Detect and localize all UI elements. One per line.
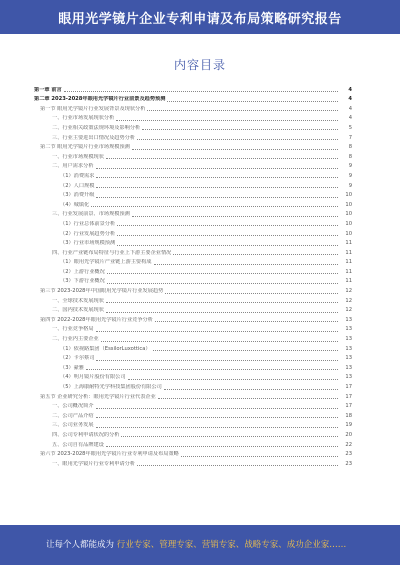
toc-entry-label: 第二节 眼用光学镜片行业市场规模预测 — [40, 144, 130, 151]
toc-entry-label: 第二章 2023-2028年眼用光学镜片行业前景及趋势预测 — [34, 96, 166, 103]
toc-dot-leader — [107, 283, 338, 284]
footer-slogan-highlight: 行业专家、管理专家、营销专家、战略专家、成功企业家…… — [116, 540, 347, 550]
toc-entry-label: 五、公司自有品牌建设 — [52, 441, 104, 448]
toc-entry-page: 9 — [348, 163, 352, 170]
toc-entry[interactable] — [34, 257, 352, 267]
toc-entry-label: （4）城镇化 — [60, 201, 90, 208]
toc-entry[interactable] — [34, 170, 352, 180]
toc-entry-label: （1）眼用光学镜片产业链上游主要构成 — [60, 259, 152, 266]
toc-entry-page: 4 — [348, 96, 352, 103]
toc-entry-page: 10 — [345, 230, 352, 237]
toc-entry[interactable] — [34, 113, 352, 123]
toc-entry-page: 13 — [345, 345, 352, 352]
toc-entry-label: 二、行业相关政策法规环境及影响分析 — [52, 124, 141, 131]
toc-entry-page: 23 — [345, 460, 352, 467]
toc-entry-label: 第六节 2023-2028年眼用光学镜片行业专利申请及布局策略 — [40, 451, 179, 458]
toc-entry-label: 四、公司专利申请状况的分析 — [52, 431, 120, 438]
toc-dot-leader — [117, 245, 338, 246]
toc-entry-label: 三、行业发展前景、市场规模预测 — [52, 211, 130, 218]
toc-entry-label: （4）明月镜片股份有限公司 — [60, 374, 126, 381]
toc-entry-label: （5）上海康耐特光学科技集团股份有限公司 — [60, 384, 162, 390]
toc-dot-leader — [137, 465, 338, 466]
toc-entry-page: 17 — [345, 384, 352, 390]
toc-entry-label: （1）依视路集团（EssilorLuxottica） — [60, 345, 151, 352]
toc-dot-leader — [158, 398, 338, 399]
toc-dot-leader — [101, 341, 338, 342]
toc-entry[interactable] — [34, 381, 352, 391]
toc-dot-leader — [181, 456, 338, 457]
toc-entry[interactable] — [34, 285, 352, 295]
toc-entry[interactable] — [34, 161, 352, 171]
toc-entry-page: 12 — [345, 288, 352, 295]
toc-entry-page: 13 — [345, 355, 352, 362]
toc-entry-label: 一、全球技术发展现状 — [52, 297, 104, 304]
toc-dot-leader — [165, 293, 338, 294]
toc-dot-leader — [96, 427, 338, 428]
toc-entry-page: 10 — [345, 220, 352, 227]
toc-dot-leader — [167, 101, 338, 102]
header-bar — [0, 0, 400, 34]
toc-entry[interactable] — [34, 103, 352, 113]
toc-entry-label: （3）豪雅 — [60, 364, 85, 371]
toc-entry[interactable] — [34, 142, 352, 152]
toc-dot-leader — [64, 91, 338, 92]
table-of-contents — [34, 84, 352, 468]
toc-entry[interactable] — [34, 353, 352, 363]
toc-entry-label: （2）上游行业概况 — [60, 268, 105, 275]
toc-entry-label: （2）人口规模 — [60, 182, 95, 189]
toc-entry-label: 一、行业市场规模现状 — [52, 153, 104, 160]
toc-entry[interactable] — [34, 343, 352, 353]
toc-entry-page: 13 — [345, 374, 352, 381]
toc-entry-page: 5 — [348, 124, 352, 131]
toc-entry-page: 10 — [345, 192, 352, 199]
toc-dot-leader — [155, 321, 338, 322]
toc-dot-leader — [147, 110, 338, 111]
toc-entry-label: 一、行业市场发展现状分析 — [52, 115, 115, 122]
toc-entry-label: （1）行业总体前景分析 — [60, 220, 116, 227]
toc-entry[interactable] — [34, 410, 352, 420]
toc-entry-page: 22 — [345, 441, 352, 448]
toc-entry[interactable] — [34, 429, 352, 439]
footer-bar — [0, 525, 400, 565]
toc-entry[interactable] — [34, 190, 352, 200]
toc-dot-leader — [116, 120, 338, 121]
toc-dot-leader — [96, 187, 338, 188]
toc-dot-leader — [86, 369, 338, 370]
toc-dot-leader — [132, 216, 338, 217]
toc-entry-page: 19 — [345, 422, 352, 429]
toc-entry-label: （3）行业市场规模预测 — [60, 240, 116, 247]
toc-entry[interactable] — [34, 372, 352, 382]
toc-entry-page: 18 — [345, 412, 352, 419]
toc-entry-page: 13 — [345, 326, 352, 333]
toc-entry[interactable] — [34, 333, 352, 343]
toc-entry[interactable] — [34, 324, 352, 334]
toc-entry-page: 13 — [345, 364, 352, 371]
toc-entry[interactable] — [34, 209, 352, 219]
toc-entry[interactable] — [34, 228, 352, 238]
footer-slogan-plain: 让每个人都能成为 — [46, 540, 115, 550]
toc-entry-label: 二、国内技术发展现状 — [52, 307, 104, 314]
toc-dot-leader — [106, 302, 338, 303]
toc-entry[interactable] — [34, 439, 352, 449]
toc-dot-leader — [117, 225, 338, 226]
toc-entry-page: 17 — [345, 393, 352, 400]
toc-entry-label: 一、行业竞争格局 — [52, 326, 94, 333]
toc-entry-page: 13 — [345, 316, 352, 323]
toc-entry[interactable] — [34, 94, 352, 104]
toc-entry-label: 第四节 2022-2028年眼用光学镜片行业竞争分析 — [40, 316, 153, 323]
toc-entry-label: （1）消费需求 — [60, 172, 95, 179]
toc-entry-label: 二、公司产品介绍 — [52, 412, 94, 419]
toc-dot-leader — [96, 408, 338, 409]
toc-entry[interactable] — [34, 276, 352, 286]
toc-entry[interactable] — [34, 391, 352, 401]
toc-entry-page: 11 — [345, 240, 352, 247]
toc-entry-label: 二、用户需求分析 — [52, 163, 94, 170]
toc-dot-leader — [154, 264, 339, 265]
toc-entry-label: 二、行业内主要企业 — [52, 336, 99, 343]
toc-entry-page: 13 — [345, 336, 352, 343]
toc-dot-leader — [173, 254, 338, 255]
toc-dot-leader — [164, 389, 338, 390]
toc-entry-label: 四、行业产业链布局特征与行业上下游主要企业情况 — [52, 249, 172, 256]
toc-dot-leader — [121, 436, 338, 437]
toc-entry-label: 第五节 企业研究分析：眼用光学镜片行业代表企业 — [40, 393, 156, 400]
toc-entry-page: 11 — [345, 259, 352, 266]
toc-dot-leader — [128, 379, 338, 380]
toc-dot-leader — [96, 197, 338, 198]
toc-entry-label: 第三节 2023-2028年中国眼用光学镜片行业发展趋势 — [40, 288, 164, 295]
toc-entry-page: 8 — [348, 153, 352, 160]
toc-entry-page: 9 — [348, 182, 352, 189]
toc-entry[interactable] — [34, 362, 352, 372]
toc-entry-page: 12 — [345, 297, 352, 304]
toc-entry[interactable] — [34, 180, 352, 190]
toc-entry[interactable] — [34, 218, 352, 228]
toc-entry[interactable] — [34, 247, 352, 257]
toc-entry-page: 23 — [345, 451, 352, 458]
toc-entry[interactable] — [34, 84, 352, 94]
toc-entry[interactable] — [34, 122, 352, 132]
toc-entry[interactable] — [34, 314, 352, 324]
toc-entry-page: 11 — [345, 268, 352, 275]
toc-entry-page: 12 — [345, 307, 352, 314]
toc-dot-leader — [132, 149, 338, 150]
report-title: 眼用光学镜片企业专利申请及布局策略研究报告 — [58, 12, 342, 27]
toc-entry[interactable] — [34, 151, 352, 161]
toc-entry-page: 9 — [348, 172, 352, 179]
toc-entry-page: 11 — [345, 278, 352, 285]
toc-entry[interactable] — [34, 449, 352, 459]
toc-dot-leader — [96, 168, 338, 169]
toc-entry-page: 7 — [348, 134, 352, 141]
toc-dot-leader — [96, 417, 338, 418]
toc-entry-page: 10 — [345, 211, 352, 218]
toc-entry[interactable] — [34, 266, 352, 276]
toc-entry[interactable] — [34, 305, 352, 315]
toc-entry-page: 20 — [345, 431, 352, 438]
toc-entry-label: 一、公司概况简介 — [52, 403, 94, 410]
toc-entry[interactable] — [34, 401, 352, 411]
toc-entry-page: 11 — [345, 249, 352, 256]
toc-entry[interactable] — [34, 238, 352, 248]
toc-dot-leader — [117, 235, 338, 236]
toc-entry[interactable] — [34, 199, 352, 209]
toc-entry-page: 4 — [348, 86, 352, 93]
toc-entry[interactable] — [34, 295, 352, 305]
toc-entry-label: （3）消费升级 — [60, 192, 95, 199]
toc-entry-label: 三、公司业务发展 — [52, 422, 94, 429]
toc-heading: 内容目录 — [173, 58, 226, 72]
toc-entry-label: 第一章 前言 — [34, 86, 62, 93]
toc-entry-page: 4 — [348, 105, 352, 112]
toc-dot-leader — [96, 331, 338, 332]
toc-dot-leader — [106, 446, 338, 447]
toc-dot-leader — [96, 177, 338, 178]
toc-entry-label: （2）行业发展趋势分析 — [60, 230, 116, 237]
toc-entry-label: （2）卡尔蔡司 — [60, 355, 95, 362]
toc-entry-page: 10 — [345, 201, 352, 208]
toc-entry-label: （3）下游行业概况 — [60, 278, 105, 285]
toc-dot-leader — [106, 158, 338, 159]
toc-dot-leader — [96, 360, 338, 361]
toc-entry[interactable] — [34, 132, 352, 142]
toc-entry-label: 三、行业主要进出口情况及趋势分析 — [52, 134, 136, 141]
toc-entry[interactable] — [34, 420, 352, 430]
toc-entry-label: 第一节 眼用光学镜片行业发展背景及现状分析 — [40, 105, 146, 112]
footer-slogan — [46, 538, 346, 550]
toc-dot-leader — [153, 350, 338, 351]
toc-dot-leader — [142, 129, 338, 130]
toc-entry[interactable] — [34, 458, 352, 468]
toc-entry-label: 一、眼用光学镜片行业专利申请分析 — [52, 460, 136, 467]
toc-dot-leader — [106, 312, 338, 313]
toc-entry-page: 17 — [345, 403, 352, 410]
toc-dot-leader — [107, 273, 338, 274]
toc-dot-leader — [137, 139, 338, 140]
toc-entry-page: 4 — [348, 115, 352, 122]
toc-entry-page: 8 — [348, 144, 352, 151]
toc-dot-leader — [91, 206, 338, 207]
